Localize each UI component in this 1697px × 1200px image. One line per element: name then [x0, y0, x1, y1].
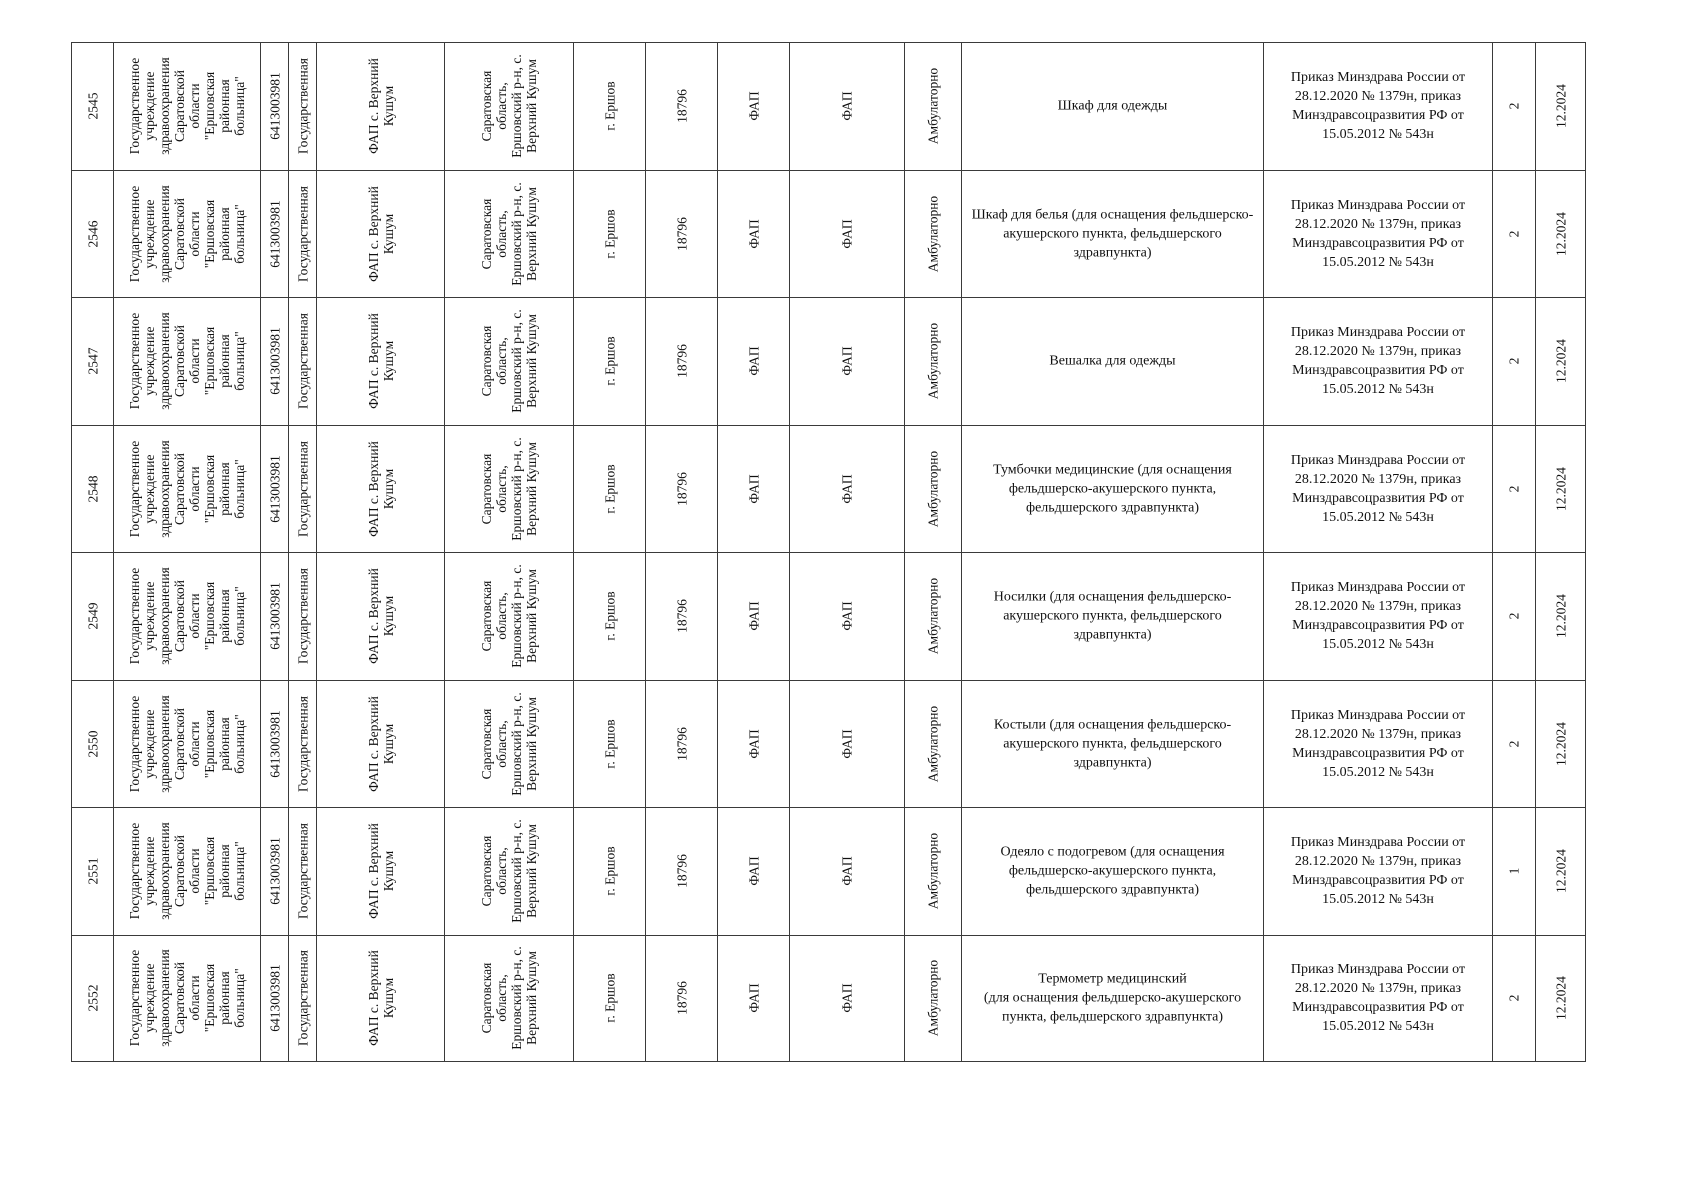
- cell-code: [645, 170, 717, 298]
- inn-value: 6413003981: [267, 200, 282, 268]
- cell-facility: [316, 807, 444, 935]
- equipment-name: Носилки (для оснащения фельдшерско-акушерского пункта, фельдшерского здравпункта): [993, 589, 1232, 643]
- cell-facility: [316, 42, 444, 170]
- quantity-value: 2: [1506, 485, 1522, 493]
- facility-name: ФАП с. Верхний Кушум: [365, 568, 396, 665]
- institution-name: Государственное учреждение здравоохранения Саратовской области "Ершовская районная больница": [127, 822, 247, 921]
- cell-care: [904, 935, 961, 1063]
- institution-name: Государственное учреждение здравоохранения Саратовской области "Ершовская районная больница": [127, 695, 247, 793]
- inn-value: 6413003981: [267, 964, 282, 1032]
- code-value: 18796: [674, 216, 689, 251]
- cell-care: [904, 425, 961, 553]
- city-value: г. Ершов: [602, 719, 617, 769]
- cell-quantity: [1492, 170, 1535, 298]
- cell-type-2: [789, 552, 904, 680]
- institution-name: Государственное учреждение здравоохранения Саратовской области "Ершовская районная больница": [127, 949, 247, 1048]
- cell-institution: [113, 425, 260, 553]
- cell-code: [645, 42, 717, 170]
- cell-period: [1535, 680, 1586, 808]
- cell-inn: [260, 170, 288, 298]
- cell-equipment: [961, 297, 1263, 425]
- cell-facility: [316, 297, 444, 425]
- type-1-value: ФАП: [746, 91, 761, 121]
- code-value: 18796: [674, 981, 689, 1016]
- period-value: 12.2024: [1553, 594, 1568, 639]
- cell-type-1: [717, 42, 789, 170]
- cell-institution: [113, 680, 260, 808]
- cell-order: [1263, 297, 1492, 425]
- cell-care: [904, 680, 961, 808]
- cell-quantity: [1492, 42, 1535, 170]
- cell-care: [904, 807, 961, 935]
- type-2-value: ФАП: [839, 856, 855, 886]
- cell-code: [645, 552, 717, 680]
- row-number: 2550: [85, 730, 100, 758]
- cell-type-2: [789, 935, 904, 1063]
- cell-order: [1263, 552, 1492, 680]
- row-number: 2545: [85, 92, 100, 120]
- cell-quantity: [1492, 552, 1535, 680]
- cell-type-2: [789, 680, 904, 808]
- address-value: Саратовская область, Ершовский р-н, с. Верхний Кушум: [479, 309, 539, 413]
- cell-equipment: [961, 42, 1263, 170]
- period-value: 12.2024: [1553, 211, 1568, 256]
- cell-equipment: [961, 807, 1263, 935]
- code-value: 18796: [674, 854, 689, 889]
- cell-period: [1535, 552, 1586, 680]
- address-value: Саратовская область, Ершовский р-н, с. Верхний Кушум: [479, 54, 539, 158]
- cell-inn: [260, 807, 288, 935]
- cell-quantity: [1492, 297, 1535, 425]
- city-value: г. Ершов: [602, 973, 617, 1023]
- cell-code: [645, 425, 717, 553]
- cell-ownership: [288, 552, 316, 680]
- type-2-value: ФАП: [839, 91, 855, 121]
- cell-type-2: [789, 42, 904, 170]
- address-value: Саратовская область, Ершовский р-н, с. Верхний Кушум: [479, 182, 539, 286]
- institution-name: Государственное учреждение здравоохранения Саратовской области "Ершовская районная больница": [127, 57, 247, 156]
- cell-address: [444, 935, 573, 1063]
- type-1-value: ФАП: [746, 601, 761, 631]
- quantity-value: 2: [1506, 740, 1522, 748]
- facility-name: ФАП с. Верхний Кушум: [365, 185, 396, 282]
- city-value: г. Ершов: [602, 846, 617, 896]
- cell-institution: [113, 807, 260, 935]
- cell-city: [573, 935, 645, 1063]
- ownership-value: Государственная: [295, 440, 310, 537]
- care-value: Амбулаторно: [925, 68, 941, 145]
- cell-period: [1535, 935, 1586, 1063]
- care-value: Амбулаторно: [925, 450, 941, 527]
- cell-period: [1535, 807, 1586, 935]
- care-value: Амбулаторно: [925, 833, 941, 910]
- ownership-value: Государственная: [295, 950, 310, 1047]
- inn-value: 6413003981: [267, 710, 282, 778]
- cell-order: [1263, 935, 1492, 1063]
- cell-number: [71, 680, 113, 808]
- ownership-value: Государственная: [295, 185, 310, 282]
- cell-city: [573, 297, 645, 425]
- ownership-value: Государственная: [295, 823, 310, 920]
- period-value: 12.2024: [1553, 84, 1568, 129]
- cell-equipment: [961, 680, 1263, 808]
- cell-order: [1263, 170, 1492, 298]
- code-value: 18796: [674, 599, 689, 634]
- cell-address: [444, 807, 573, 935]
- city-value: г. Ершов: [602, 591, 617, 641]
- inn-value: 6413003981: [267, 327, 282, 395]
- cell-quantity: [1492, 935, 1535, 1063]
- equipment-name: Вешалка для одежды: [1049, 353, 1176, 369]
- order-reference: Приказ Минздрава России от 28.12.2020 № 1379н, приказ Минздравсоцразвития РФ от 15.05.2012 № 543н: [1290, 325, 1466, 398]
- inn-value: 6413003981: [267, 582, 282, 650]
- cell-address: [444, 297, 573, 425]
- address-value: Саратовская область, Ершовский р-н, с. Верхний Кушум: [479, 564, 539, 668]
- period-value: 12.2024: [1553, 976, 1568, 1021]
- code-value: 18796: [674, 471, 689, 506]
- cell-care: [904, 552, 961, 680]
- order-reference: Приказ Минздрава России от 28.12.2020 № 1379н, приказ Минздравсоцразвития РФ от 15.05.2012 № 543н: [1290, 707, 1466, 780]
- cell-ownership: [288, 170, 316, 298]
- cell-inn: [260, 935, 288, 1063]
- cell-facility: [316, 170, 444, 298]
- type-2-value: ФАП: [839, 219, 855, 249]
- institution-name: Государственное учреждение здравоохранения Саратовской области "Ершовская районная больница": [127, 440, 247, 538]
- row-number: 2552: [85, 984, 100, 1012]
- cell-institution: [113, 935, 260, 1063]
- cell-city: [573, 680, 645, 808]
- cell-type-1: [717, 680, 789, 808]
- row-number: 2551: [85, 857, 100, 885]
- care-value: Амбулаторно: [925, 960, 941, 1037]
- row-number: 2547: [85, 347, 100, 375]
- cell-type-1: [717, 170, 789, 298]
- cell-ownership: [288, 935, 316, 1063]
- cell-type-2: [789, 425, 904, 553]
- cell-address: [444, 425, 573, 553]
- quantity-value: 2: [1506, 102, 1522, 110]
- cell-type-2: [789, 170, 904, 298]
- cell-quantity: [1492, 425, 1535, 553]
- table-row: [71, 425, 1673, 553]
- cell-facility: [316, 425, 444, 553]
- order-reference: Приказ Минздрава России от 28.12.2020 № 1379н, приказ Минздравсоцразвития РФ от 15.05.2012 № 543н: [1290, 962, 1466, 1035]
- cell-inn: [260, 552, 288, 680]
- address-value: Саратовская область, Ершовский р-н, с. Верхний Кушум: [479, 692, 539, 796]
- cell-care: [904, 42, 961, 170]
- facility-name: ФАП с. Верхний Кушум: [365, 823, 396, 920]
- table-row: [71, 170, 1673, 298]
- cell-number: [71, 297, 113, 425]
- cell-period: [1535, 42, 1586, 170]
- equipment-table: [71, 42, 1673, 1062]
- cell-ownership: [288, 680, 316, 808]
- order-reference: Приказ Минздрава России от 28.12.2020 № 1379н, приказ Минздравсоцразвития РФ от 15.05.2012 № 543н: [1290, 580, 1466, 653]
- cell-facility: [316, 680, 444, 808]
- ownership-value: Государственная: [295, 695, 310, 792]
- ownership-value: Государственная: [295, 313, 310, 410]
- equipment-name: Костыли (для оснащения фельдшерско-акушерского пункта, фельдшерского здравпункта): [993, 717, 1232, 771]
- table-row: [71, 42, 1673, 170]
- table-row: [71, 297, 1673, 425]
- equipment-name: Шкаф для белья (для оснащения фельдшерско-акушерского пункта, фельдшерского здравпункта): [971, 207, 1254, 261]
- address-value: Саратовская область, Ершовский р-н, с. Верхний Кушум: [479, 819, 539, 923]
- period-value: 12.2024: [1553, 721, 1568, 766]
- cell-number: [71, 170, 113, 298]
- cell-type-1: [717, 552, 789, 680]
- cell-order: [1263, 807, 1492, 935]
- cell-inn: [260, 42, 288, 170]
- cell-institution: [113, 42, 260, 170]
- cell-type-2: [789, 807, 904, 935]
- period-value: 12.2024: [1553, 849, 1568, 894]
- code-value: 18796: [674, 726, 689, 761]
- table-row: [71, 935, 1673, 1063]
- order-reference: Приказ Минздрава России от 28.12.2020 № 1379н, приказ Минздравсоцразвития РФ от 15.05.2012 № 543н: [1290, 835, 1466, 908]
- city-value: г. Ершов: [602, 464, 617, 514]
- cell-care: [904, 170, 961, 298]
- cell-number: [71, 552, 113, 680]
- cell-city: [573, 807, 645, 935]
- facility-name: ФАП с. Верхний Кушум: [365, 695, 396, 792]
- cell-ownership: [288, 807, 316, 935]
- cell-facility: [316, 552, 444, 680]
- cell-inn: [260, 425, 288, 553]
- cell-institution: [113, 297, 260, 425]
- cell-number: [71, 425, 113, 553]
- quantity-value: 2: [1506, 230, 1522, 238]
- cell-period: [1535, 170, 1586, 298]
- cell-care: [904, 297, 961, 425]
- quantity-value: 1: [1506, 867, 1522, 875]
- cell-order: [1263, 425, 1492, 553]
- period-value: 12.2024: [1553, 339, 1568, 384]
- cell-address: [444, 680, 573, 808]
- inn-value: 6413003981: [267, 455, 282, 523]
- type-2-value: ФАП: [839, 729, 855, 759]
- cell-period: [1535, 297, 1586, 425]
- cell-type-1: [717, 425, 789, 553]
- period-value: 12.2024: [1553, 466, 1568, 511]
- row-number: 2546: [85, 220, 100, 248]
- address-value: Саратовская область, Ершовский р-н, с. Верхний Кушум: [479, 437, 539, 541]
- care-value: Амбулаторно: [925, 323, 941, 400]
- type-2-value: ФАП: [839, 601, 855, 631]
- facility-name: ФАП с. Верхний Кушум: [365, 58, 396, 155]
- order-reference: Приказ Минздрава России от 28.12.2020 № 1379н, приказ Минздравсоцразвития РФ от 15.05.2012 № 543н: [1290, 70, 1466, 143]
- institution-name: Государственное учреждение здравоохранения Саратовской области "Ершовская районная больница": [127, 312, 247, 411]
- quantity-value: 2: [1506, 994, 1522, 1002]
- facility-name: ФАП с. Верхний Кушум: [365, 313, 396, 410]
- order-reference: Приказ Минздрава России от 28.12.2020 № 1379н, приказ Минздравсоцразвития РФ от 15.05.2012 № 543н: [1290, 197, 1466, 270]
- code-value: 18796: [674, 89, 689, 124]
- cell-code: [645, 935, 717, 1063]
- cell-code: [645, 297, 717, 425]
- cell-equipment: [961, 935, 1263, 1063]
- cell-number: [71, 935, 113, 1063]
- care-value: Амбулаторно: [925, 195, 941, 272]
- cell-quantity: [1492, 680, 1535, 808]
- cell-order: [1263, 42, 1492, 170]
- care-value: Амбулаторно: [925, 578, 941, 655]
- cell-city: [573, 425, 645, 553]
- facility-name: ФАП с. Верхний Кушум: [365, 440, 396, 537]
- cell-institution: [113, 552, 260, 680]
- type-2-value: ФАП: [839, 983, 855, 1013]
- institution-name: Государственное учреждение здравоохранения Саратовской области "Ершовская районная больница": [127, 567, 247, 666]
- cell-institution: [113, 170, 260, 298]
- care-value: Амбулаторно: [925, 705, 941, 782]
- type-1-value: ФАП: [746, 856, 761, 886]
- quantity-value: 2: [1506, 612, 1522, 620]
- institution-name: Государственное учреждение здравоохранения Саратовской области "Ершовская районная больница": [127, 185, 247, 283]
- cell-inn: [260, 297, 288, 425]
- cell-equipment: [961, 552, 1263, 680]
- cell-type-1: [717, 297, 789, 425]
- inn-value: 6413003981: [267, 72, 282, 140]
- cell-order: [1263, 680, 1492, 808]
- code-value: 18796: [674, 344, 689, 379]
- facility-name: ФАП с. Верхний Кушум: [365, 950, 396, 1047]
- row-number: 2548: [85, 475, 100, 503]
- cell-ownership: [288, 297, 316, 425]
- table-row: [71, 552, 1673, 680]
- cell-address: [444, 42, 573, 170]
- table-row: [71, 807, 1673, 935]
- cell-type-1: [717, 935, 789, 1063]
- address-value: Саратовская область, Ершовский р-н, с. Верхний Кушум: [479, 946, 539, 1050]
- equipment-name: Шкаф для одежды: [1057, 98, 1168, 114]
- equipment-name: Тумбочки медицинские (для оснащения фельдшерско-акушерского пункта, фельдшерского здравпункта): [993, 462, 1232, 516]
- cell-ownership: [288, 42, 316, 170]
- city-value: г. Ершов: [602, 81, 617, 131]
- cell-number: [71, 42, 113, 170]
- equipment-name: Одеяло с подогревом (для оснащения фельдшерско-акушерского пункта, фельдшерского здравпункта): [1000, 844, 1225, 898]
- cell-type-1: [717, 807, 789, 935]
- type-1-value: ФАП: [746, 983, 761, 1013]
- cell-period: [1535, 425, 1586, 553]
- cell-type-2: [789, 297, 904, 425]
- table-row: [71, 680, 1673, 808]
- cell-code: [645, 807, 717, 935]
- cell-city: [573, 170, 645, 298]
- type-1-value: ФАП: [746, 474, 761, 504]
- type-2-value: ФАП: [839, 474, 855, 504]
- row-number: 2549: [85, 602, 100, 630]
- cell-ownership: [288, 425, 316, 553]
- cell-city: [573, 552, 645, 680]
- type-1-value: ФАП: [746, 729, 761, 759]
- cell-code: [645, 680, 717, 808]
- city-value: г. Ершов: [602, 336, 617, 386]
- cell-address: [444, 170, 573, 298]
- ownership-value: Государственная: [295, 568, 310, 665]
- quantity-value: 2: [1506, 357, 1522, 365]
- cell-number: [71, 807, 113, 935]
- ownership-value: Государственная: [295, 58, 310, 155]
- cell-inn: [260, 680, 288, 808]
- type-1-value: ФАП: [746, 346, 761, 376]
- cell-facility: [316, 935, 444, 1063]
- order-reference: Приказ Минздрава России от 28.12.2020 № 1379н, приказ Минздравсоцразвития РФ от 15.05.2012 № 543н: [1290, 452, 1466, 525]
- type-2-value: ФАП: [839, 346, 855, 376]
- type-1-value: ФАП: [746, 219, 761, 249]
- cell-equipment: [961, 170, 1263, 298]
- cell-quantity: [1492, 807, 1535, 935]
- cell-equipment: [961, 425, 1263, 553]
- equipment-name: Термометр медицинский (для оснащения фельдшерско-акушерского пункта, фельдшерского здравпункта): [983, 971, 1242, 1025]
- cell-address: [444, 552, 573, 680]
- cell-city: [573, 42, 645, 170]
- inn-value: 6413003981: [267, 837, 282, 905]
- city-value: г. Ершов: [602, 209, 617, 259]
